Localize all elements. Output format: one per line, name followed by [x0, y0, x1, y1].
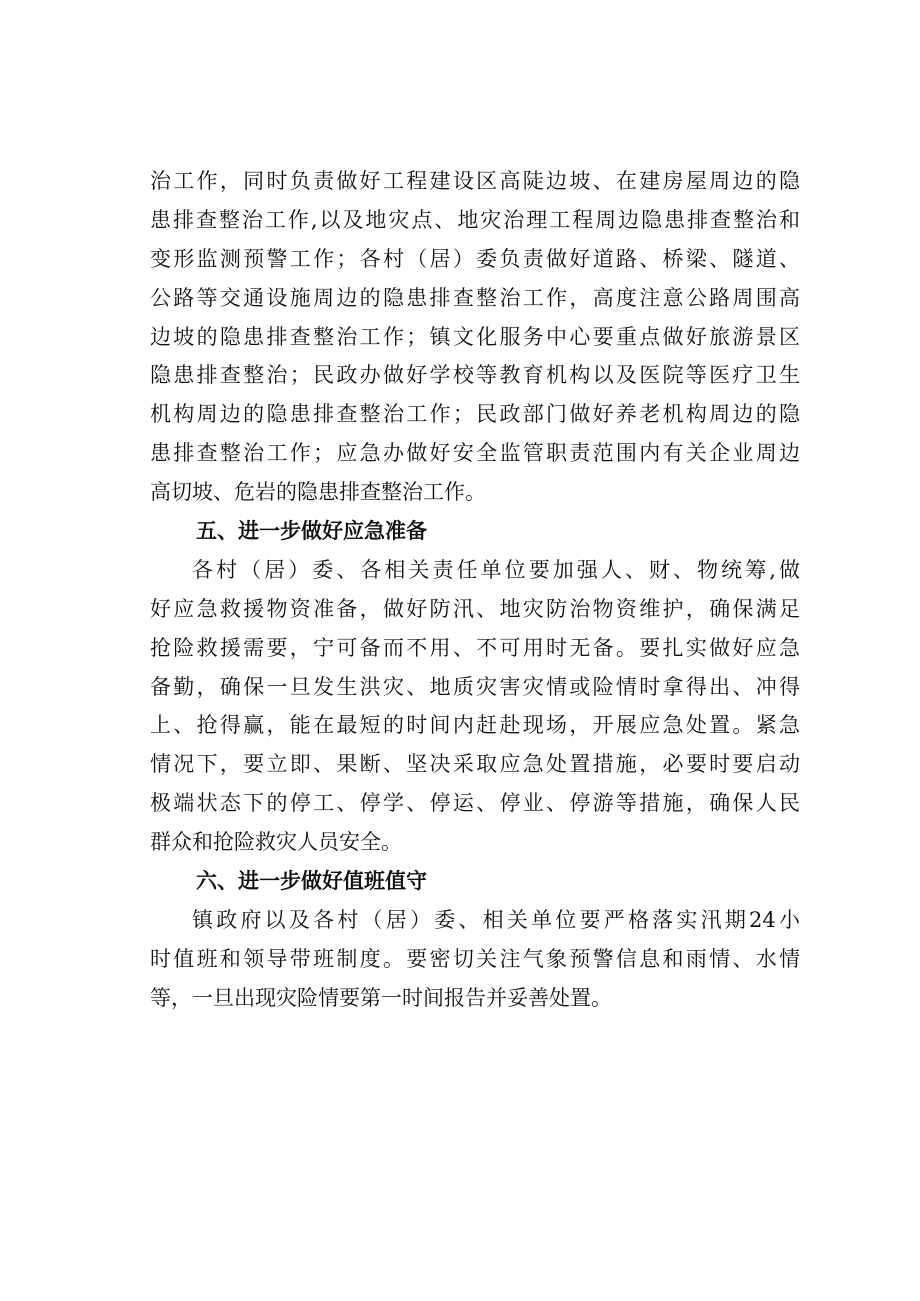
text-line: 抢险救援需要，宁可备而不用、不可用时无备。要扎实做好应急	[150, 635, 800, 660]
paragraph-2	[150, 551, 800, 862]
text-line: 隐患排查整治；民政办做好学校等教育机构以及医院等医疗卫生	[150, 363, 800, 388]
text-line: 镇政府以及各村（居）委、相关单位要严格落实汛期24小	[192, 907, 800, 932]
text-line: 时值班和领导带班制度。要密切关注气象预警信息和雨情、水情	[150, 946, 800, 971]
text-line: 情况下，要立即、果断、坚决采取应急处置措施，必要时要启动	[150, 752, 800, 777]
text-line: 等，一旦出现灾险情要第一时间报告并妥善处置。	[150, 985, 612, 1010]
section-heading-6: 六、进一步做好值班值守	[196, 869, 427, 894]
text-line: 好应急救援物资准备，做好防汛、地灾防治物资维护，确保满足	[150, 596, 800, 621]
text-line: 群众和抢险救灾人员安全。	[150, 830, 402, 855]
text-line: 患排查整治工作；应急办做好安全监管职责范围内有关企业周边	[150, 441, 800, 466]
paragraph-1	[150, 162, 800, 512]
paragraph-3	[150, 901, 800, 1018]
text-line: 患排查整治工作,以及地灾点、地灾治理工程周边隐患排查整治和	[150, 207, 800, 232]
section-heading-5: 五、进一步做好应急准备	[196, 519, 427, 544]
document-body	[150, 162, 800, 1018]
text-line: 变形监测预警工作；各村（居）委负责做好道路、桥梁、隧道、	[150, 246, 800, 271]
text-line: 上、抢得赢，能在最短的时间内赶赴现场，开展应急处置。紧急	[150, 713, 800, 738]
text-line: 机构周边的隐患排查整治工作；民政部门做好养老机构周边的隐	[150, 402, 800, 427]
text-line: 高切坡、危岩的隐患排查整治工作。	[150, 480, 486, 505]
text-line: 极端状态下的停工、停学、停运、停业、停游等措施，确保人民	[150, 791, 800, 816]
text-line: 公路等交通设施周边的隐患排查整治工作，高度注意公路周围高	[150, 285, 800, 310]
text-line: 治工作，同时负责做好工程建设区高陡边坡、在建房屋周边的隐	[150, 169, 800, 193]
text-line: 各村（居）委、各相关责任单位要加强人、财、物统筹,做	[192, 557, 800, 582]
text-line: 备勤，确保一旦发生洪灾、地质灾害灾情或险情时拿得出、冲得	[150, 674, 800, 699]
text-line: 边坡的隐患排查整治工作；镇文化服务中心要重点做好旅游景区	[150, 324, 800, 349]
